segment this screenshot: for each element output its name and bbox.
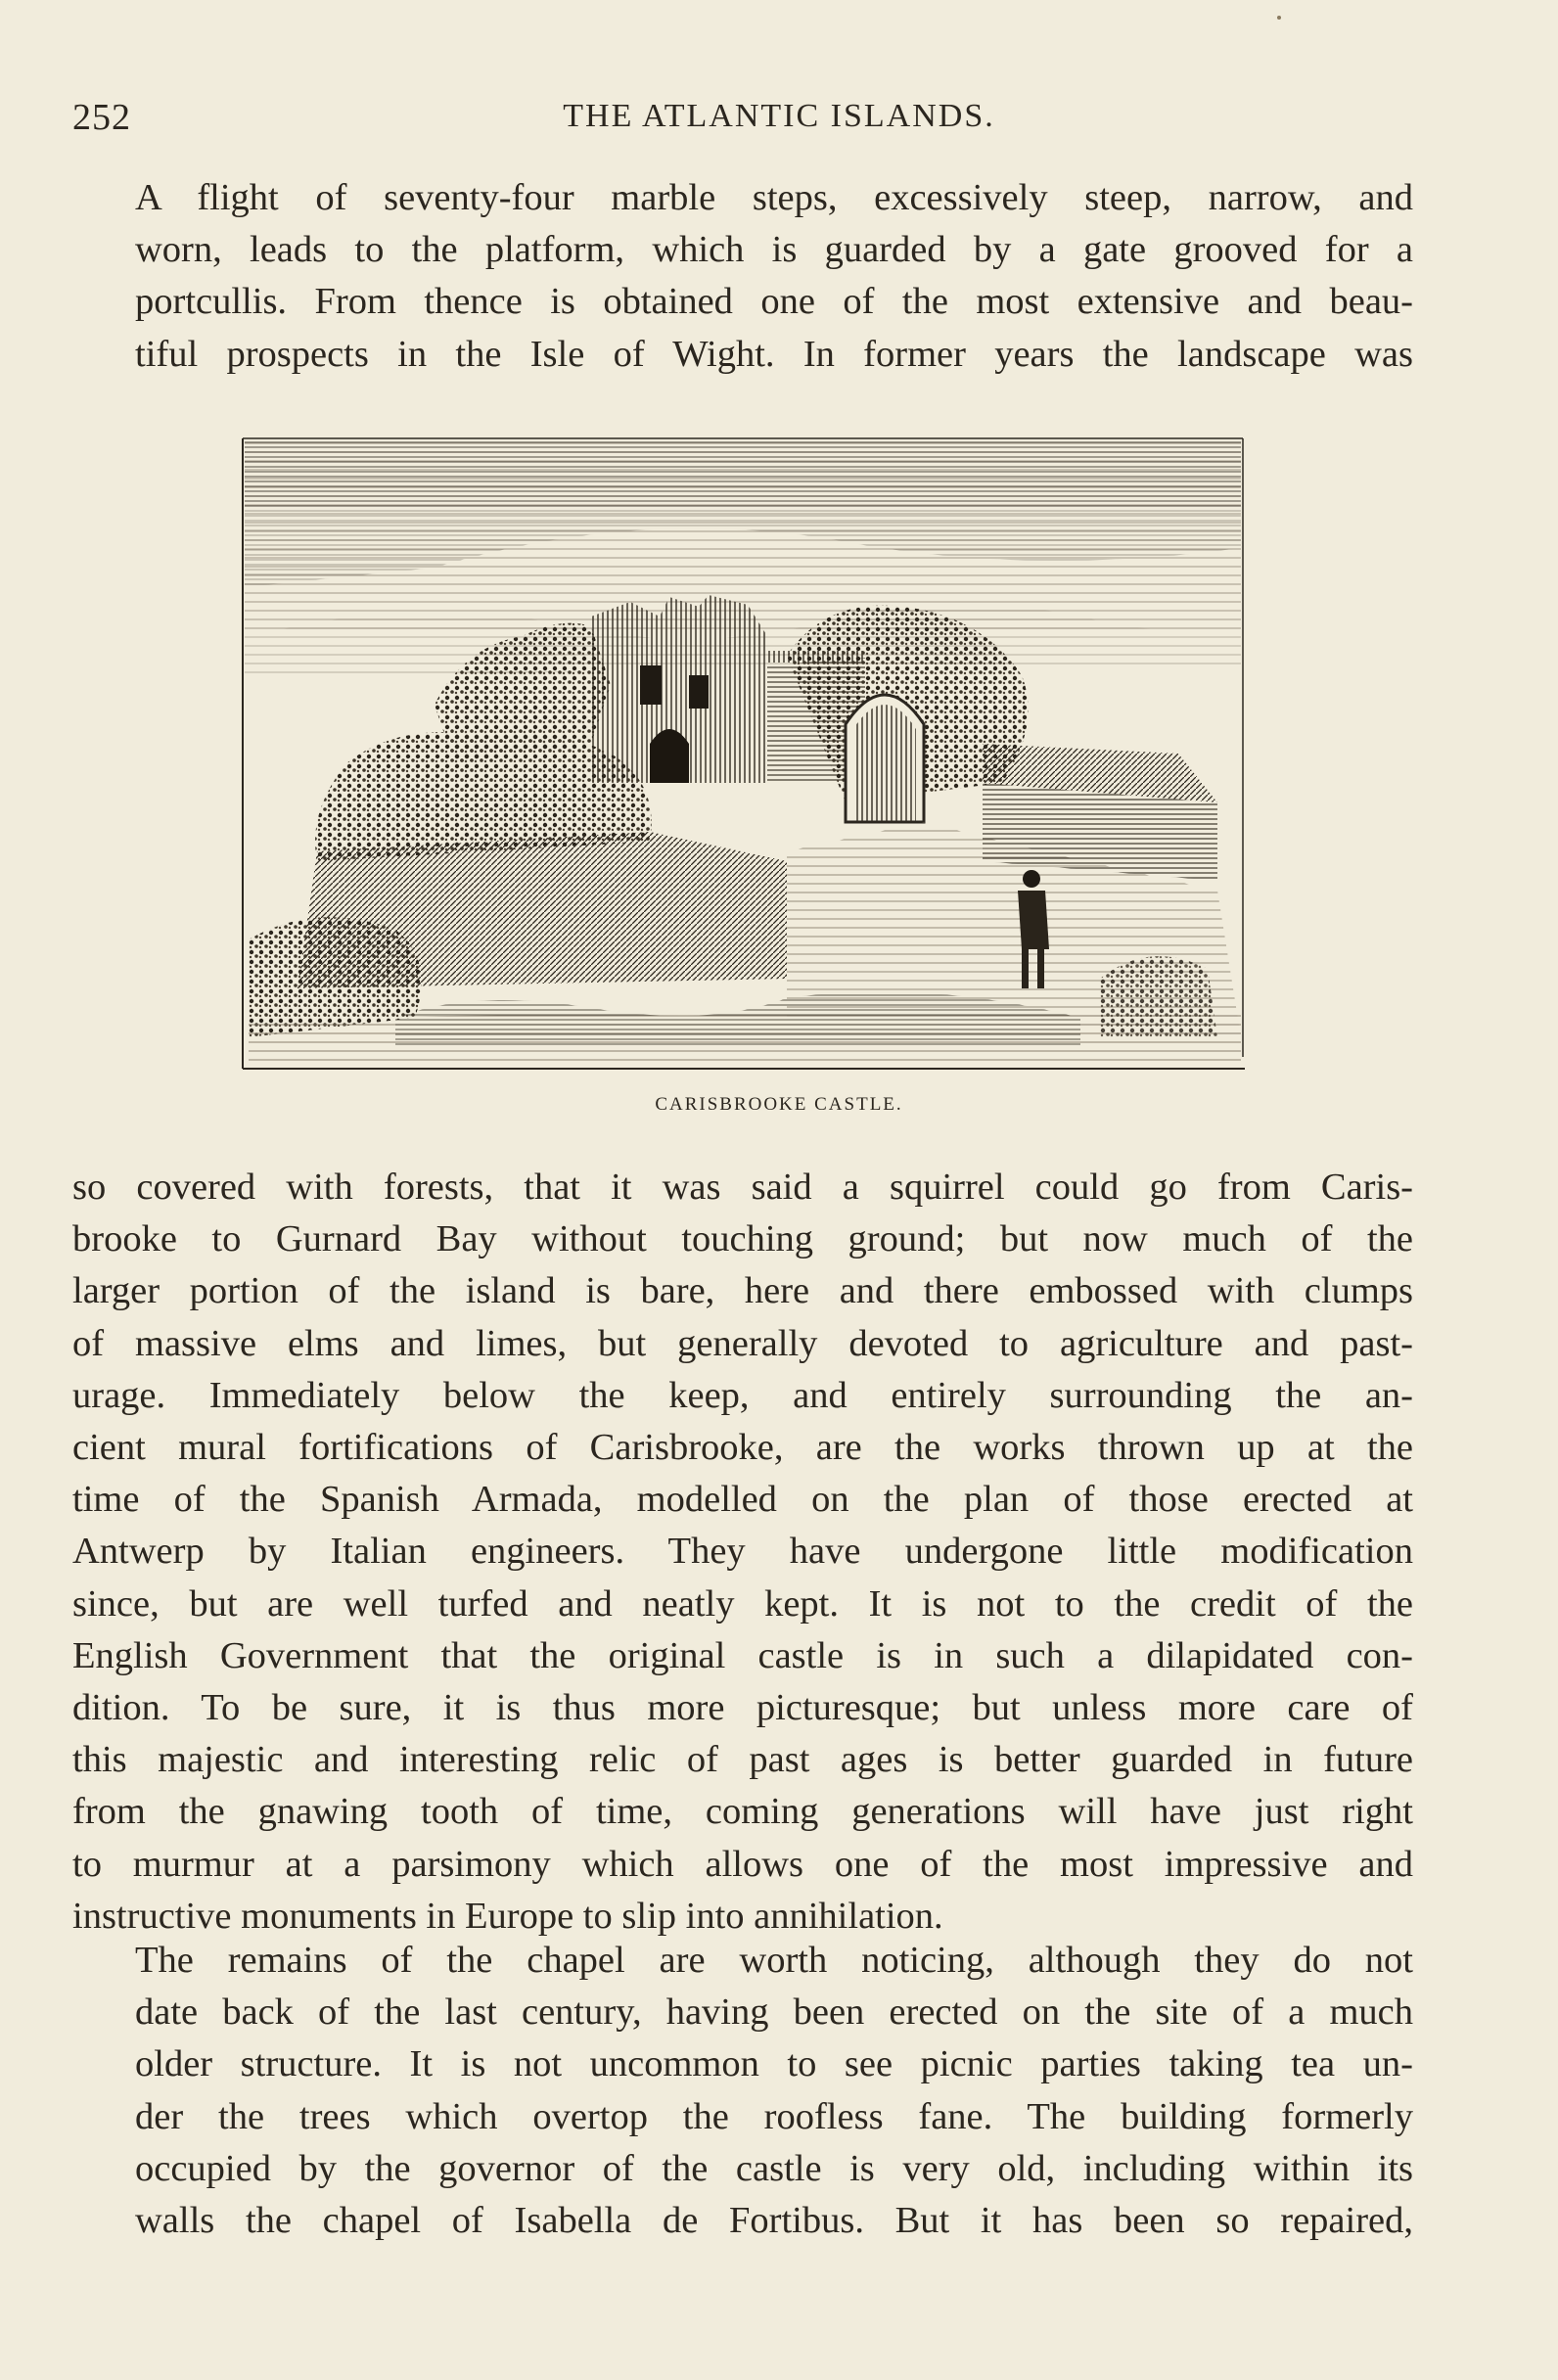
paragraph-3 [72,1935,1413,2247]
text-line: urage. Immediately below the keep, and entirely surrounding the an- [72,1374,1413,1416]
text-line: this majestic and interesting relic of past ages is better guarded in future [72,1739,1413,1781]
text-line: date back of the last century, having been erected on the site of a much [135,1991,1413,2034]
text-line: portcullis. From thence is obtained one of the most extensive and beau- [135,281,1413,323]
text-line: A flight of seventy-four marble steps, excessively steep, narrow, and [135,177,1413,218]
figure-caption: CARISBROOKE CASTLE. [655,1094,903,1115]
text-line: larger portion of the island is bare, here and there embossed with clumps [72,1270,1413,1312]
text-line: since, but are well turfed and neatly kept. It is not to the credit of the [72,1582,1413,1625]
text-line: of massive elms and limes, but generally devoted to agriculture and past- [72,1322,1413,1364]
text-line: Antwerp by Italian engineers. They have undergone little modification [72,1531,1413,1573]
text-line: time of the Spanish Armada, modelled on the plan of those erected at [72,1479,1413,1521]
text-line: der the trees which overtop the roofless fane. The building formerly [135,2095,1413,2137]
page-number: 252 [72,97,131,138]
paper-speck [1277,16,1281,20]
text-line: The remains of the chapel are worth noticing, although they do not [135,1940,1413,1981]
text-line: from the gnawing tooth of time, coming generations will have just right [72,1791,1413,1833]
text-line: worn, leads to the platform, which is guarded by a gate grooved for a [135,229,1413,271]
text-line: older structure. It is not uncommon to see picnic parties taking tea un- [135,2043,1413,2085]
engraving-carisbrooke-castle [239,431,1247,1080]
text-line: so covered with forests, that it was said a squirrel could go from Caris- [72,1167,1413,1208]
text-line: dition. To be sure, it is thus more picturesque; but unless more care of [72,1687,1413,1729]
text-line: brooke to Gurnard Bay without touching ground; but now much of the [72,1218,1413,1260]
text-line: cient mural fortifications of Carisbrooke, are the works thrown up at the [72,1427,1413,1469]
text-line: tiful prospects in the Isle of Wight. In former years the landscape was [135,333,1413,375]
paragraph-1 [72,172,1413,381]
text-line: instructive monuments in Europe to slip into annihilation. [72,1895,943,1937]
running-title: THE ATLANTIC ISLANDS. [563,98,995,134]
text-line: walls the chapel of Isabella de Fortibus. But it has been so repaired, [135,2200,1413,2242]
text-line: English Government that the original castle is in such a dilapidated con- [72,1634,1413,1676]
paragraph-2 [72,1162,1413,1943]
text-line: to murmur at a parsimony which allows one of the most impressive and [72,1843,1413,1885]
text-line: occupied by the governor of the castle is very old, including within its [135,2147,1413,2189]
